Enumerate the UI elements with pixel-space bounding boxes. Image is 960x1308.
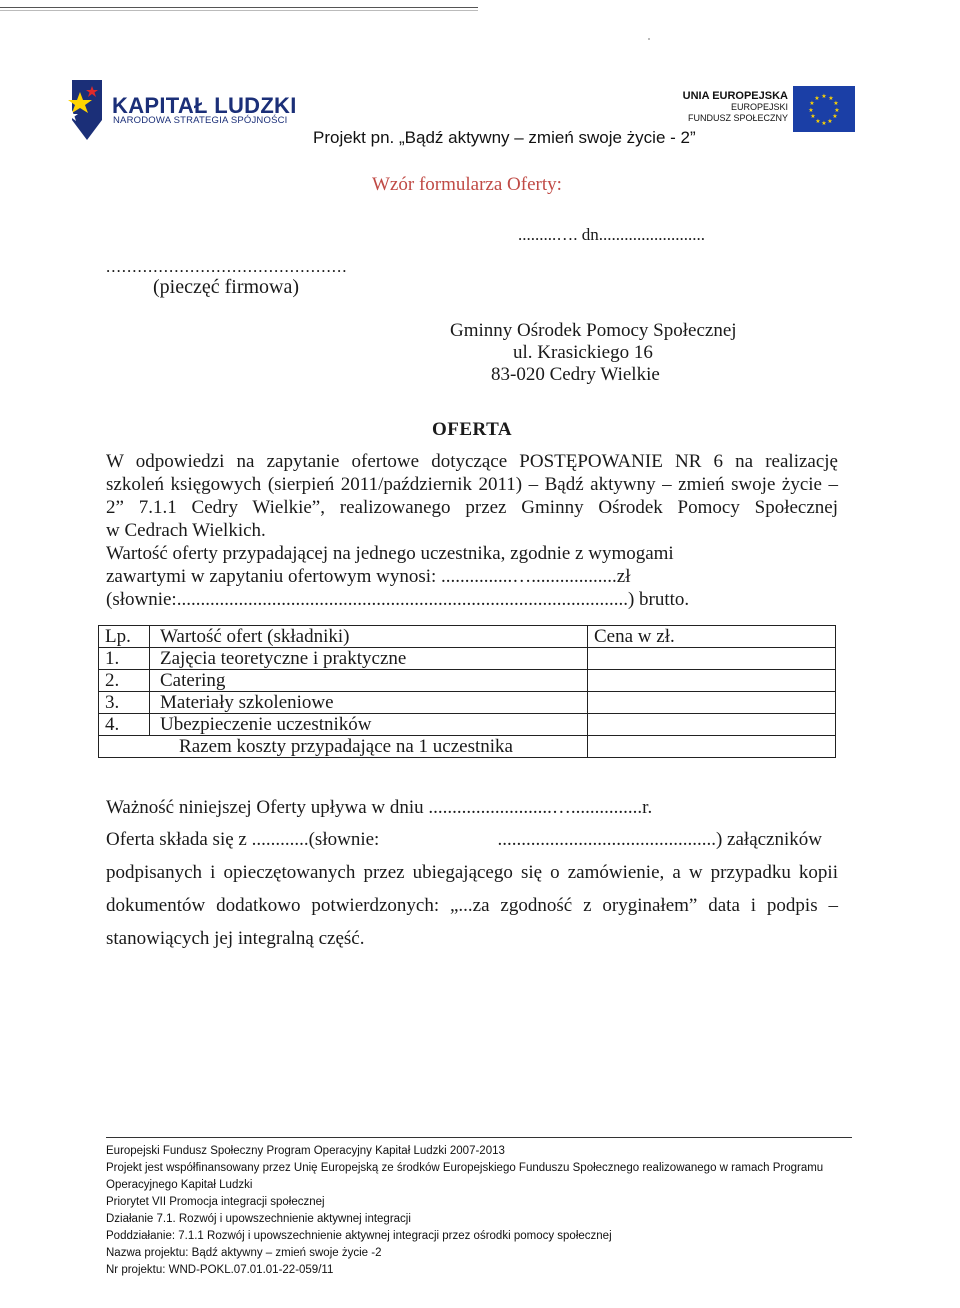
eu-line-2: EUROPEJSKI (730, 102, 788, 112)
validity-line: Ważność niniejszej Oferty upływa w dniu ..........................…...............r. (106, 797, 653, 818)
svg-text:★: ★ (821, 93, 827, 100)
docs-line-text: dokumentów dodatkowo potwierdzonych: „...za zgodność z oryginałem” data i podpis – (106, 895, 838, 916)
summary-price-cell[interactable] (588, 736, 836, 758)
top-rule-secondary (0, 10, 478, 11)
project-title: Projekt pn. „Bądź aktywny – zmień swoje życie - 2” (313, 128, 696, 147)
footer-rule (106, 1137, 852, 1138)
row-price-cell[interactable] (588, 648, 836, 670)
table-row (99, 692, 836, 714)
attachments-count: Oferta składa się z ............(słownie: (106, 829, 380, 850)
row-name: Ubezpieczenie uczestników (150, 714, 588, 736)
value-line-3: (słownie:...............................................................................................) brutto. (106, 589, 690, 610)
seal-label: (pieczęć firmowa) (153, 276, 300, 298)
header-lp: Lp. (99, 626, 150, 648)
row-price-cell[interactable] (588, 692, 836, 714)
intro-line-3 (106, 496, 838, 519)
svg-text:★: ★ (808, 107, 814, 114)
row-lp: 2. (99, 670, 150, 692)
footer-line-2: Projekt jest współfinansowany przez Unię Europejską ze środków Europejskiego Funduszu Społecznego realizowanego w ramach Programu (106, 1162, 824, 1174)
row-lp: 3. (99, 692, 150, 714)
intro-line-1-text: W odpowiedzi na zapytanie ofertowe dotyczące POSTĘPOWANIE NR 6 na realizację (106, 451, 838, 472)
scan-speck (648, 38, 650, 40)
header-component: Wartość ofert (składniki) (150, 626, 588, 648)
svg-text:★: ★ (833, 100, 839, 107)
svg-text:★: ★ (828, 95, 834, 102)
svg-text:★: ★ (814, 95, 820, 102)
kapital-ludzki-logo-icon (62, 80, 112, 140)
offer-intro (106, 450, 838, 611)
last-line: stanowiących jej integralną część. (106, 928, 365, 949)
table-row (99, 648, 836, 670)
eu-line-1: UNIA EUROPEJSKA (682, 90, 788, 102)
svg-text:★: ★ (809, 100, 815, 107)
svg-text:★: ★ (815, 118, 821, 125)
svg-text:★: ★ (821, 120, 827, 127)
svg-text:★: ★ (832, 113, 838, 120)
summary-label: Razem koszty przypadające na 1 uczestnika (99, 736, 588, 758)
footer-line-7: Nazwa projektu: Bądź aktywny – zmień swoje życie -2 (106, 1247, 382, 1259)
table-summary-row (99, 736, 836, 758)
offer-title: OFERTA (432, 419, 513, 440)
date-line: .........…. dn......................... (518, 225, 705, 244)
footer (106, 1143, 846, 1279)
footer-line-4: Priorytet VII Promocja integracji społecznej (106, 1196, 325, 1208)
signed-line-text: podpisanych i opieczętowanych przez ubiegającego się o zamówienie, a w przypadku kopii (106, 862, 838, 883)
attachments-words: ..............................................) załączników (497, 829, 822, 850)
intro-line-3-text: 2” 7.1.1 Cedry Wielkie”, realizowanego przez Gminny Ośrodek Pomocy Społecznej (106, 497, 838, 518)
signed-line (106, 862, 838, 884)
intro-line-4: w Cedrach Wielkich. (106, 520, 266, 541)
logo-left-subtitle: NARODOWA STRATEGIA SPÓJNOŚCI (113, 115, 288, 126)
footer-line-6: Poddziałanie: 7.1.1 Rozwój i upowszechnienie aktywnej integracji przez ośrodki pomocy społecznej (106, 1230, 612, 1242)
row-price-cell[interactable] (588, 670, 836, 692)
row-name: Materiały szkoleniowe (150, 692, 588, 714)
top-rule (0, 7, 478, 8)
table-header-row (99, 626, 836, 648)
intro-line-2-text: szkoleń księgowych (sierpień 2011/październik 2011) – Bądź aktywny – zmień swoje życie – (106, 474, 838, 495)
header-price: Cena w zł. (588, 626, 836, 648)
svg-text:★: ★ (810, 113, 816, 120)
eu-line-3: FUNDUSZ SPOŁECZNY (687, 113, 788, 123)
docs-line (106, 895, 838, 917)
attachments-line (106, 829, 822, 851)
footer-line-1: Europejski Fundusz Społeczny Program Operacyjny Kapitał Ludzki 2007-2013 (106, 1145, 505, 1157)
cost-table (98, 625, 836, 758)
eu-flag-icon (793, 86, 855, 132)
footer-line-8: Nr projektu: WND-POKL.07.01.01-22-059/11 (106, 1264, 334, 1276)
intro-line-2 (106, 473, 838, 496)
row-name: Zajęcia teoretyczne i praktyczne (150, 648, 588, 670)
logo-left-title: KAPITAŁ LUDZKI (112, 93, 297, 118)
seal-dotted-line: .............................................. (106, 257, 348, 276)
value-line-2: zawartymi w zapytaniu ofertowym wynosi: ...............…..................zł (106, 566, 631, 587)
row-name: Catering (150, 670, 588, 692)
recipient-name: Gminny Ośrodek Pomocy Społecznej (450, 320, 737, 341)
recipient-city: 83-020 Cedry Wielkie (491, 364, 660, 385)
svg-text:★: ★ (834, 107, 840, 114)
recipient-street: ul. Krasickiego 16 (513, 342, 653, 363)
footer-line-5: Działanie 7.1. Rozwój i upowszechnienie aktywnej integracji (106, 1213, 411, 1225)
footer-line-3: Operacyjnego Kapitał Ludzki (106, 1179, 253, 1191)
value-line-1: Wartość oferty przypadającej na jednego uczestnika, zgodnie z wymogami (106, 543, 674, 564)
intro-line-1 (106, 450, 838, 473)
row-lp: 1. (99, 648, 150, 670)
svg-text:★: ★ (827, 118, 833, 125)
form-heading: Wzór formularza Oferty: (372, 174, 562, 195)
table-row (99, 714, 836, 736)
eu-logo-text (683, 90, 788, 124)
table-row (99, 670, 836, 692)
row-lp: 4. (99, 714, 150, 736)
row-price-cell[interactable] (588, 714, 836, 736)
